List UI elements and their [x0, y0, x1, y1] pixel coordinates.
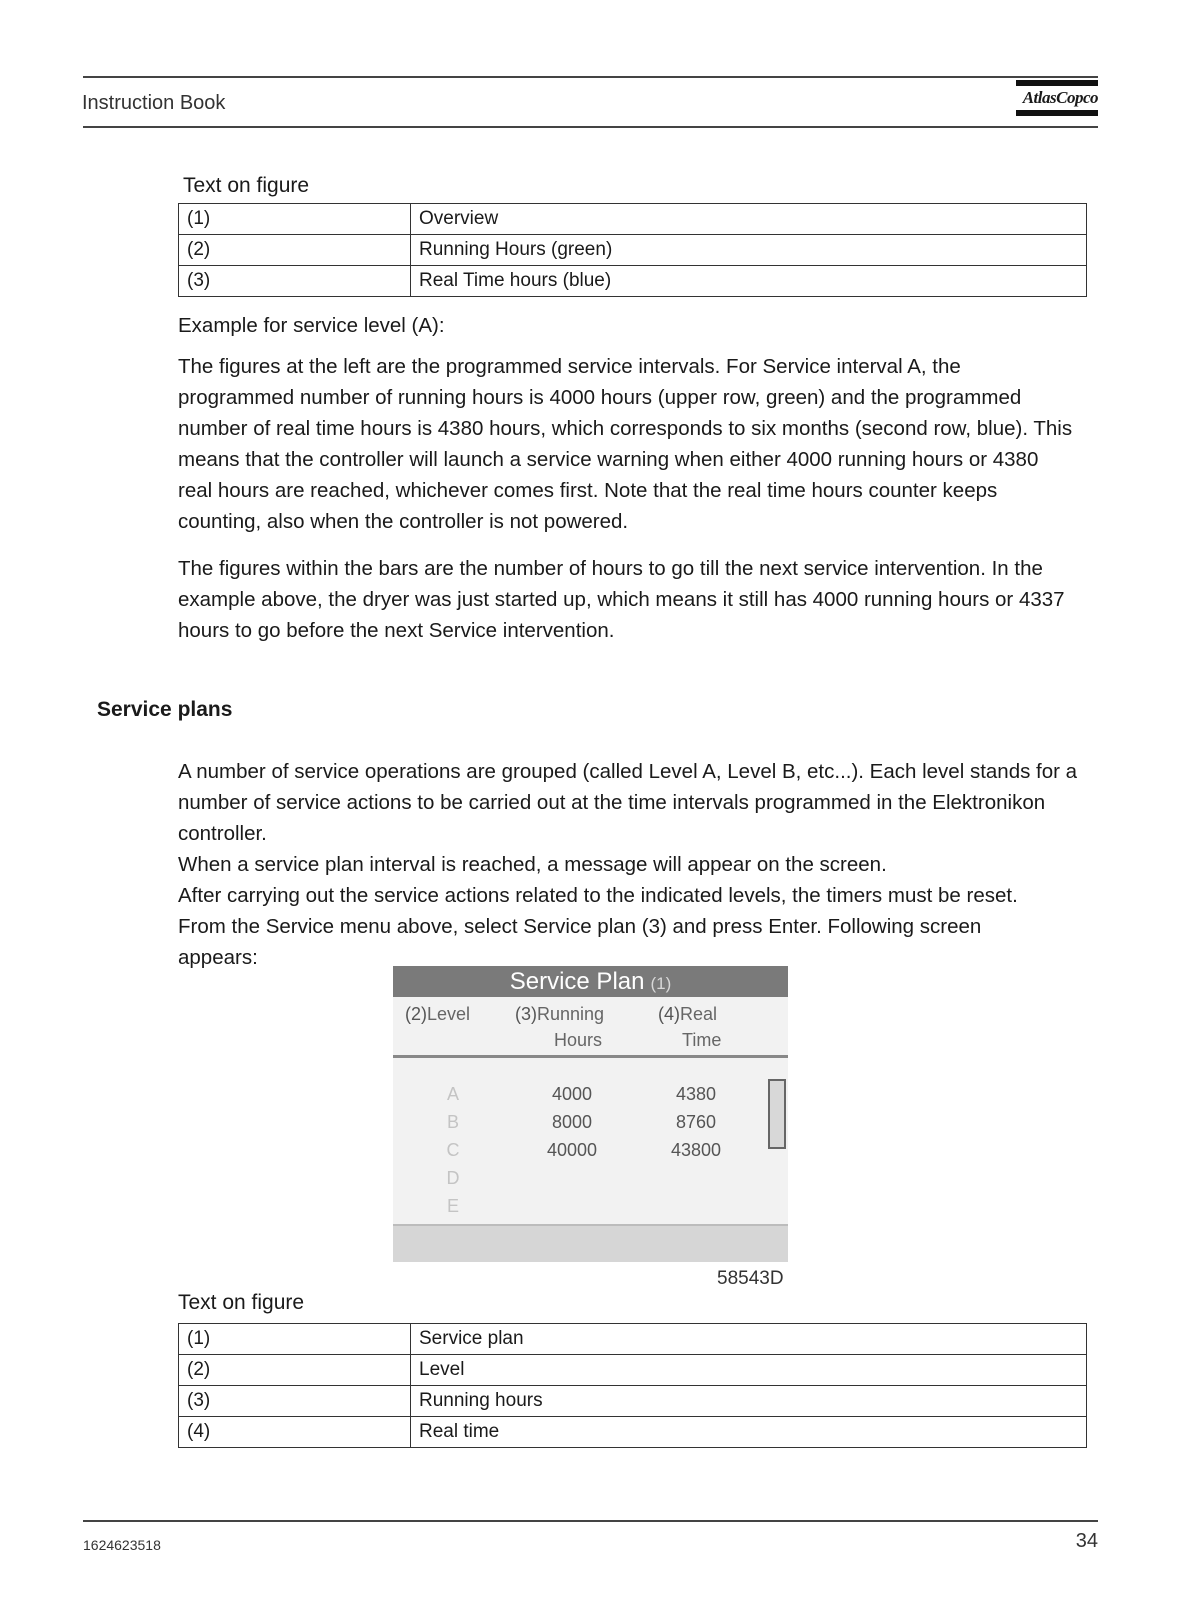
level-c[interactable]: C [446, 1140, 460, 1160]
column-header-level [405, 1002, 470, 1027]
document-number: 1624623518 [83, 1537, 161, 1553]
callout-number: (2) [405, 1004, 427, 1024]
section-line: A number of service operations are grouped (called Level A, Level B, etc...). Each level stands for a number of service actions to be carried out at the time intervals programmed in the Elektronikon controller. [178, 760, 1078, 845]
table-cell: Real time [411, 1417, 1087, 1448]
table-row [179, 1355, 1087, 1386]
section-line: After carrying out the service actions related to the indicated levels, the timers must be reset. [178, 884, 1018, 907]
table-cell: Service plan [411, 1324, 1087, 1355]
running-hours-b: 8000 [551, 1112, 593, 1132]
page-number: 34 [1075, 1530, 1098, 1552]
real-time-c: 43800 [670, 1140, 722, 1160]
screen-footer-bar [393, 1226, 788, 1262]
screen-title-bar [393, 966, 788, 997]
column-header-running [515, 1002, 604, 1027]
table-row [179, 1417, 1087, 1448]
level-d[interactable]: D [446, 1168, 460, 1188]
table-cell: Running hours [411, 1386, 1087, 1417]
logo-bottom-bar [1016, 110, 1098, 116]
footer-rule [83, 1520, 1098, 1522]
figure-code: 58543D [717, 1268, 784, 1289]
screen-scrollbar[interactable] [768, 1079, 786, 1149]
table-cell: (4) [179, 1417, 411, 1448]
table-row [179, 1324, 1087, 1355]
section-title: Service plans [97, 698, 233, 721]
table-cell: (1) [179, 204, 411, 235]
table-cell: Running Hours (green) [411, 235, 1087, 266]
paragraph-intervals: The figures at the left are the programmed service intervals. For Service interval A, the programmed number of running hours is 4000 hours (upper row, green) and the programmed number of real time hours is 4380 hours, which corresponds to six months (second row, blue). This means that the controller will launch a service warning when either 4000 running hours or 4380 real hours are reached, whichever comes first. Note that the real time hours counter keeps counting, also when the controller is not powered. [178, 355, 1073, 533]
column-header-real [658, 1002, 717, 1027]
table-cell: (2) [179, 235, 411, 266]
table-cell: (3) [179, 266, 411, 297]
table2-caption: Text on figure [178, 1291, 305, 1314]
section-line: When a service plan interval is reached, a message will appear on the screen. [178, 853, 887, 876]
table1-caption: Text on figure [183, 174, 310, 197]
screen-title-callout: (1) [650, 974, 672, 993]
level-b[interactable]: B [446, 1112, 459, 1132]
section-line: From the Service menu above, select Service plan (3) and press Enter. Following screen appears: [178, 915, 982, 969]
screen-title: Service Plan [509, 968, 645, 995]
header-top-rule [83, 76, 1098, 78]
table2 [178, 1323, 1087, 1448]
running-hours-a: 4000 [551, 1084, 593, 1104]
table-cell: (3) [179, 1386, 411, 1417]
table-cell: (2) [179, 1355, 411, 1386]
level-e[interactable]: E [446, 1196, 459, 1216]
table1 [178, 203, 1087, 297]
column-label: Level [427, 1004, 471, 1024]
table-cell: (1) [179, 1324, 411, 1355]
logo-text: AtlasCopco [1022, 88, 1098, 107]
column-header-real-line2: Time [682, 1030, 722, 1050]
running-hours-c: 40000 [546, 1140, 598, 1160]
logo-top-bar [1016, 80, 1098, 86]
table-row [179, 204, 1087, 235]
screen-header-divider [393, 1055, 788, 1058]
table-cell: Overview [411, 204, 1087, 235]
atlas-copco-logo [1016, 80, 1098, 116]
section-body [178, 756, 1078, 973]
service-plan-screen [393, 966, 788, 1262]
real-time-b: 8760 [675, 1112, 717, 1132]
table-row [179, 1386, 1087, 1417]
header-title: Instruction Book [82, 92, 226, 114]
real-time-a: 4380 [675, 1084, 717, 1104]
column-header-running-line2: Hours [554, 1030, 603, 1050]
table-cell: Real Time hours (blue) [411, 266, 1087, 297]
table-cell: Level [411, 1355, 1087, 1386]
level-a[interactable]: A [446, 1084, 459, 1104]
header-bottom-rule [83, 126, 1098, 128]
callout-number: (3) [515, 1004, 537, 1024]
column-label: Real [680, 1004, 718, 1024]
callout-number: (4) [658, 1004, 680, 1024]
example-heading: Example for service level (A): [178, 314, 445, 337]
table-row [179, 235, 1087, 266]
column-label: Running [537, 1004, 605, 1024]
paragraph-bars: The figures within the bars are the number of hours to go till the next service intervention. In the example above, the dryer was just started up, which means it still has 4000 running hours or 4337 hours to go before the next Service intervention. [178, 557, 1065, 642]
table-row [179, 266, 1087, 297]
